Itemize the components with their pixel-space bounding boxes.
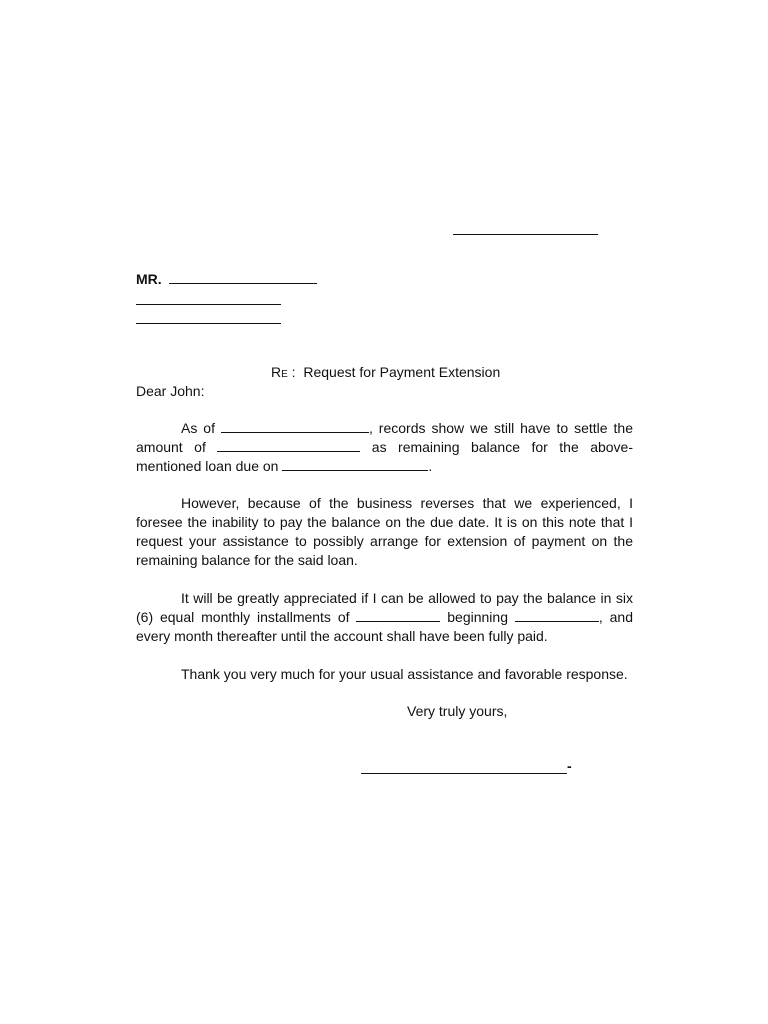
signature-line [361, 759, 567, 774]
closing: Very truly yours, [407, 703, 508, 719]
paragraph-1: As of , records show we still have to settle the amount of as remaining balance for the above-mentioned loan due on . [136, 420, 634, 474]
re-prefix: RE [271, 364, 288, 380]
re-subject: Request for Payment Extension [303, 364, 501, 380]
recipient-name-blank [169, 270, 317, 284]
recipient-name-row [136, 270, 317, 288]
subject-line [271, 364, 500, 380]
beginning-date-blank [515, 608, 599, 622]
paragraph-4: Thank you very much for your usual assistance and favorable response. [181, 666, 628, 682]
mr-label: MR. [136, 271, 162, 287]
re-colon: : [287, 364, 304, 380]
paragraph-2: However, because of the business reverses that we experienced, I foresee the inability to pay the balance on the due date. It is on this note that I request your assistance to possibly arrange for extension of payment on the remaining balance for the said loan. [136, 495, 633, 568]
signature-dash: - [567, 758, 572, 774]
salutation: Dear John: [136, 383, 205, 399]
date-blank-line [453, 222, 598, 235]
paragraph-3: It will be greatly appreciated if I can be allowed to pay the balance in six (6) equal monthly installments of beginning , and every month thereafter until the account shall have been fully paid. [136, 590, 633, 644]
address-line-1 [136, 304, 281, 305]
as-of-date-blank [221, 419, 369, 433]
amount-blank [217, 438, 360, 452]
due-date-blank [282, 457, 428, 471]
address-line-2 [136, 323, 281, 324]
installment-amount-blank [356, 608, 440, 622]
